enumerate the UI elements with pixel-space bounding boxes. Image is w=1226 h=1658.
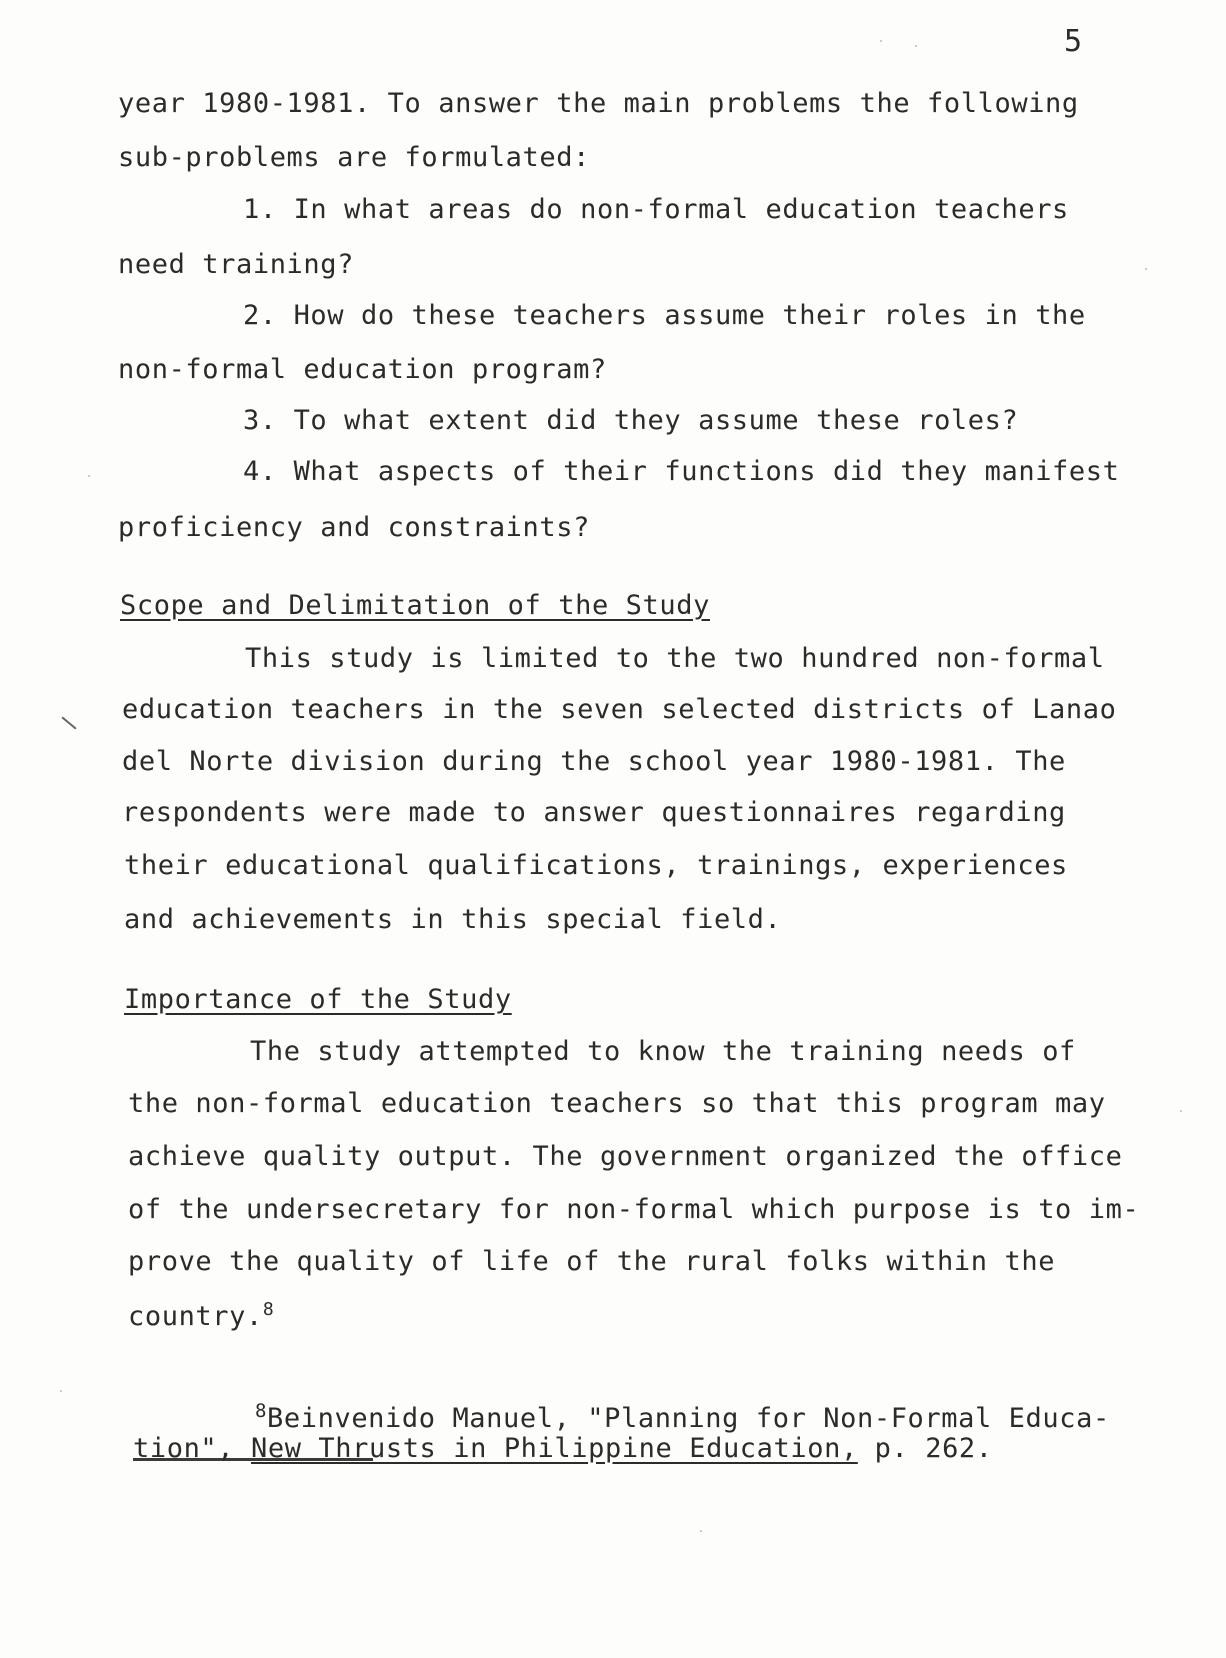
sub-problem-3-line-1: 3. To what extent did they assume these roles? [243, 405, 1019, 436]
scope-heading: Scope and Delimitation of the Study [120, 590, 710, 621]
scope-line-5: their educational qualifications, trainings, experiences [124, 850, 1068, 881]
footnote-prefix: tion", [133, 1433, 251, 1464]
stray-pen-mark [61, 716, 76, 729]
speck [1145, 268, 1147, 270]
footnote-reference: 8 [262, 1299, 275, 1320]
speck [880, 40, 882, 42]
page-number: 5 [1064, 24, 1083, 59]
footnote-line-1 [255, 1400, 1110, 1435]
speck [60, 1390, 62, 1392]
intro-line-1: year 1980-1981. To answer the main problems the following [118, 88, 1079, 119]
importance-line-3: achieve quality output. The government organized the office [128, 1141, 1123, 1172]
importance-line-1: The study attempted to know the training needs of [250, 1036, 1076, 1067]
scope-line-3: del Norte division during the school year 1980-1981. The [122, 746, 1066, 777]
importance-last-line [128, 1301, 274, 1333]
importance-line-4: of the undersecretary for non-formal which purpose is to im- [128, 1194, 1140, 1225]
sub-problem-2-line-2: non-formal education program? [118, 354, 607, 385]
footnote-text-1: Beinvenido Manuel, "Planning for Non-Formal Educa- [267, 1403, 1110, 1434]
speck [700, 1530, 702, 1532]
footnote-page: p. 262. [857, 1433, 993, 1464]
sub-problem-1-line-1: 1. In what areas do non-formal education teachers [243, 194, 1069, 225]
importance-line-5: prove the quality of life of the rural folks within the [128, 1246, 1056, 1277]
speck [915, 45, 917, 47]
footnote-line-2 [133, 1433, 993, 1465]
scope-line-2: education teachers in the seven selected districts of Lanao [122, 694, 1117, 725]
sub-problem-4-line-1: 4. What aspects of their functions did they manifest [243, 456, 1120, 487]
speck [1180, 1110, 1182, 1112]
sub-problem-1-line-2: need training? [118, 249, 354, 280]
sub-problem-4-line-2: proficiency and constraints? [118, 512, 590, 543]
importance-heading: Importance of the Study [124, 984, 512, 1015]
footnote-marker: 8 [255, 1400, 268, 1422]
importance-line-2: the non-formal education teachers so that this program may [128, 1088, 1106, 1119]
scope-line-4: respondents were made to answer questionnaires regarding [122, 797, 1066, 828]
scope-line-6: and achievements in this special field. [124, 904, 782, 935]
sub-problem-2-line-1: 2. How do these teachers assume their roles in the [243, 300, 1086, 331]
footnote-book-title: New Thrusts in Philippine Education, [251, 1433, 858, 1464]
importance-last-text: country. [128, 1301, 263, 1332]
intro-line-2: sub-problems are formulated: [118, 142, 590, 173]
scope-line-1: This study is limited to the two hundred non-formal [245, 643, 1105, 674]
speck [88, 475, 90, 477]
